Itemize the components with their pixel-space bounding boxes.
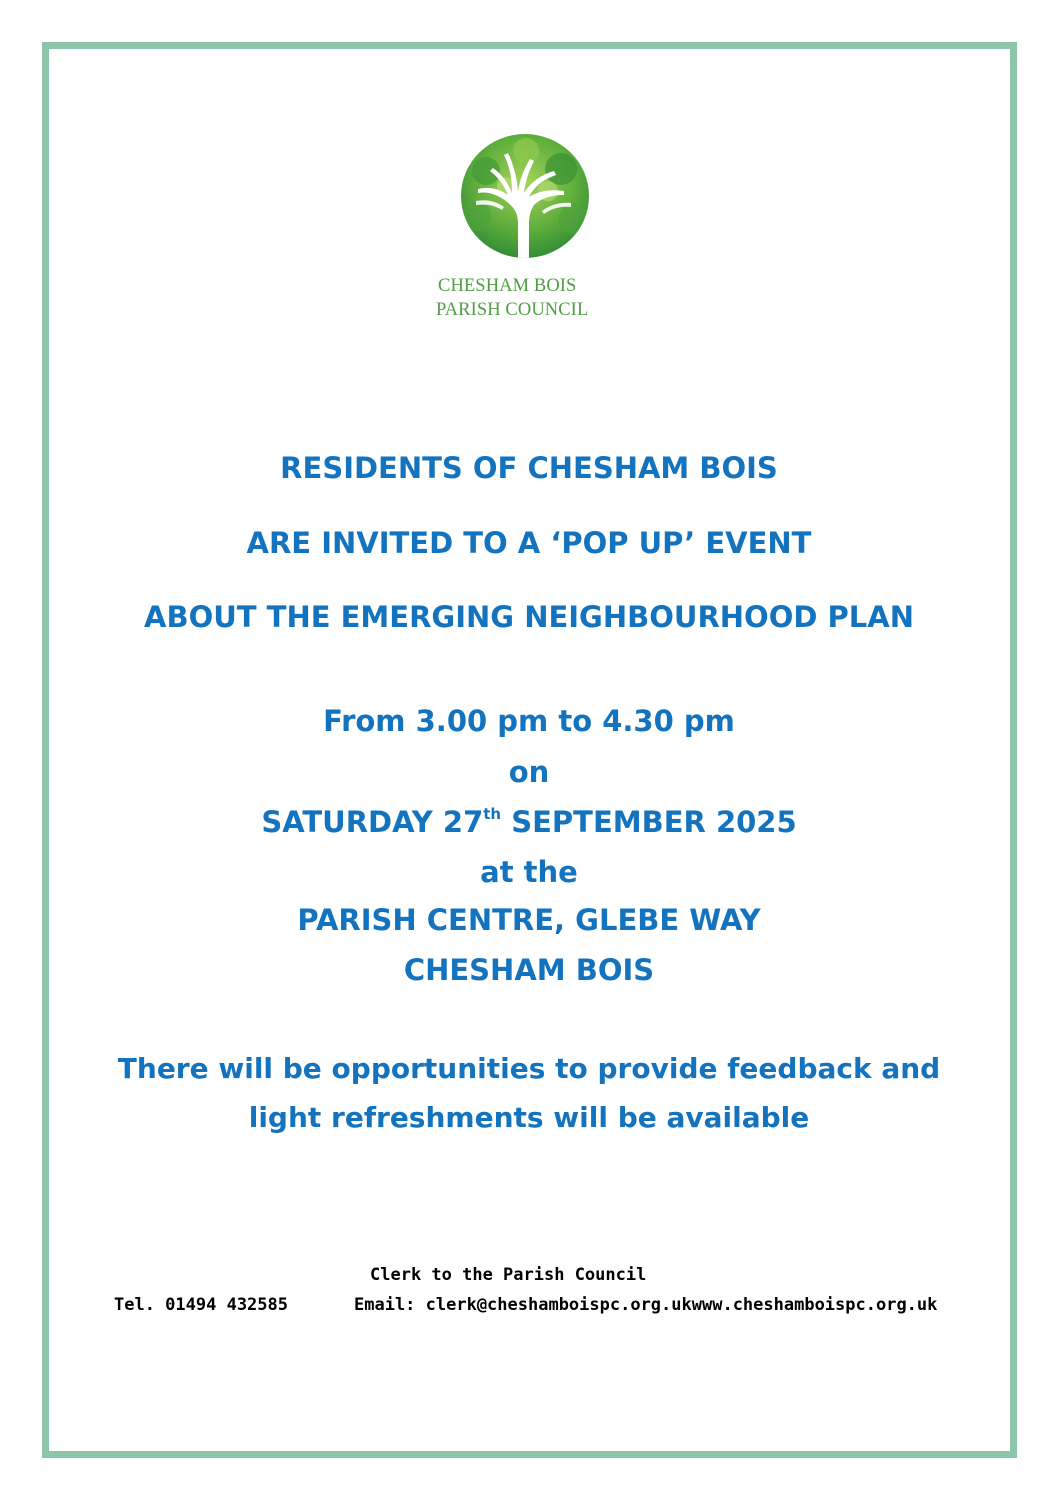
event-date-ordinal: th — [483, 805, 502, 823]
event-at-the: at the — [480, 855, 578, 889]
invitation-line-2: ARE INVITED TO A ‘POP UP’ EVENT — [246, 526, 812, 560]
council-name-line2: PARISH COUNCIL — [436, 300, 589, 320]
council-name-line1: CHESHAM BOIS — [438, 276, 577, 296]
event-place: CHESHAM BOIS — [403, 953, 655, 987]
tree-in-circle-icon — [456, 131, 594, 261]
parish-council-logo — [436, 131, 622, 323]
contact-title: Clerk to the Parish Council — [370, 1265, 647, 1285]
contact-telephone: Tel. 01494 432585 — [114, 1295, 288, 1315]
invitation-line-1: RESIDENTS OF CHESHAM BOIS — [280, 451, 778, 485]
event-date-rest: SEPTEMBER 2025 — [501, 805, 797, 839]
invitation-line-3: ABOUT THE EMERGING NEIGHBOURHOOD PLAN — [144, 600, 914, 634]
event-venue: PARISH CENTRE, GLEBE WAY — [297, 903, 761, 937]
note-line-1: There will be opportunities to provide feedback and — [117, 1052, 941, 1085]
note-line-2: light refreshments will be available — [248, 1101, 810, 1134]
event-time: From 3.00 pm to 4.30 pm — [323, 704, 735, 738]
event-date — [0, 805, 1058, 839]
contact-email-website: Email: clerk@cheshamboispc.org.ukwww.cheshamboispc.org.uk — [354, 1295, 938, 1315]
event-date-prefix: SATURDAY 27 — [261, 805, 484, 839]
event-on: on — [508, 755, 550, 789]
